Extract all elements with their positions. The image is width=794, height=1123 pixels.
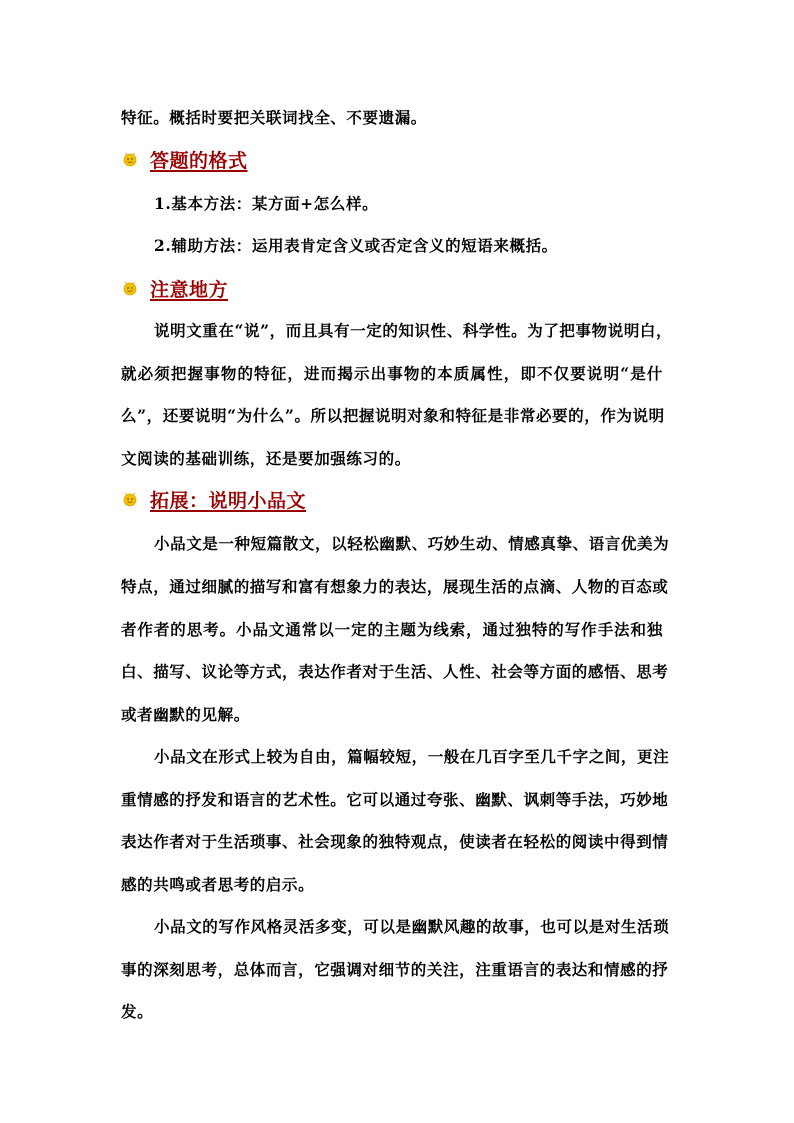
section-title: 注意地方 bbox=[150, 278, 229, 301]
section-title: 拓展：说明小品文 bbox=[150, 489, 307, 512]
paragraph-line: 就必须把握事物的特征，进而揭示出事物的本质属性，即不仅要说明“是什 bbox=[121, 364, 663, 383]
section-title: 答题的格式 bbox=[150, 149, 248, 172]
paragraph-line: 发。 bbox=[121, 1002, 154, 1021]
paragraph-line: 文阅读的基础训练，还是要加强练习的。 bbox=[121, 449, 411, 468]
paragraph-line: 白、描写、议论等方式，表达作者对于生活、人性、社会等方面的感悟、思考 bbox=[121, 662, 669, 681]
paragraph-line: 1.基本方法：某方面+怎么样。 bbox=[154, 194, 379, 213]
paragraph-line: 说明文重在“说”，而且具有一定的知识性、科学性。为了把事物说明白， bbox=[154, 321, 673, 340]
section-heading-answer-format bbox=[121, 147, 248, 171]
section-heading-notes bbox=[121, 276, 228, 300]
paragraph-line: 感的共鸣或者思考的启示。 bbox=[121, 875, 315, 894]
paragraph-line: 事的深刻思考，总体而言，它强调对细节的关注，注重语言的表达和情感的抒 bbox=[121, 960, 669, 979]
section-heading-extension bbox=[121, 487, 306, 511]
smiley-bullet-icon bbox=[121, 150, 139, 168]
paragraph-line: 重情感的抒发和语言的艺术性。它可以通过夸张、幽默、讽刺等手法，巧妙地 bbox=[121, 790, 669, 809]
paragraph-line: 者作者的思考。小品文通常以一定的主题为线索，通过独特的写作手法和独 bbox=[121, 620, 663, 639]
smiley-bullet-icon bbox=[121, 490, 139, 508]
paragraph-line: 小品文的写作风格灵活多变，可以是幽默风趣的故事，也可以是对生活琐 bbox=[154, 917, 670, 936]
intro-tail-text: 特征。概括时要把关联词找全、不要遗漏。 bbox=[121, 108, 427, 127]
paragraph-line: 么”，还要说明“为什么”。所以把握说明对象和特征是非常必要的，作为说明 bbox=[121, 406, 665, 425]
paragraph-line: 特点，通过细腻的描写和富有想象力的表达，展现生活的点滴、人物的百态或 bbox=[121, 577, 669, 596]
paragraph-line: 小品文在形式上较为自由，篇幅较短，一般在几百字至几千字之间，更注 bbox=[154, 747, 670, 766]
paragraph-line: 2.辅助方法：运用表肯定含义或否定含义的短语来概括。 bbox=[154, 236, 558, 255]
smiley-bullet-icon bbox=[121, 279, 139, 297]
paragraph-line: 表达作者对于生活琐事、社会现象的独特观点，使读者在轻松的阅读中得到情 bbox=[121, 832, 669, 851]
paragraph-line: 小品文是一种短篇散文，以轻松幽默、巧妙生动、情感真挚、语言优美为 bbox=[154, 534, 670, 553]
paragraph-line: 或者幽默的见解。 bbox=[121, 705, 250, 724]
